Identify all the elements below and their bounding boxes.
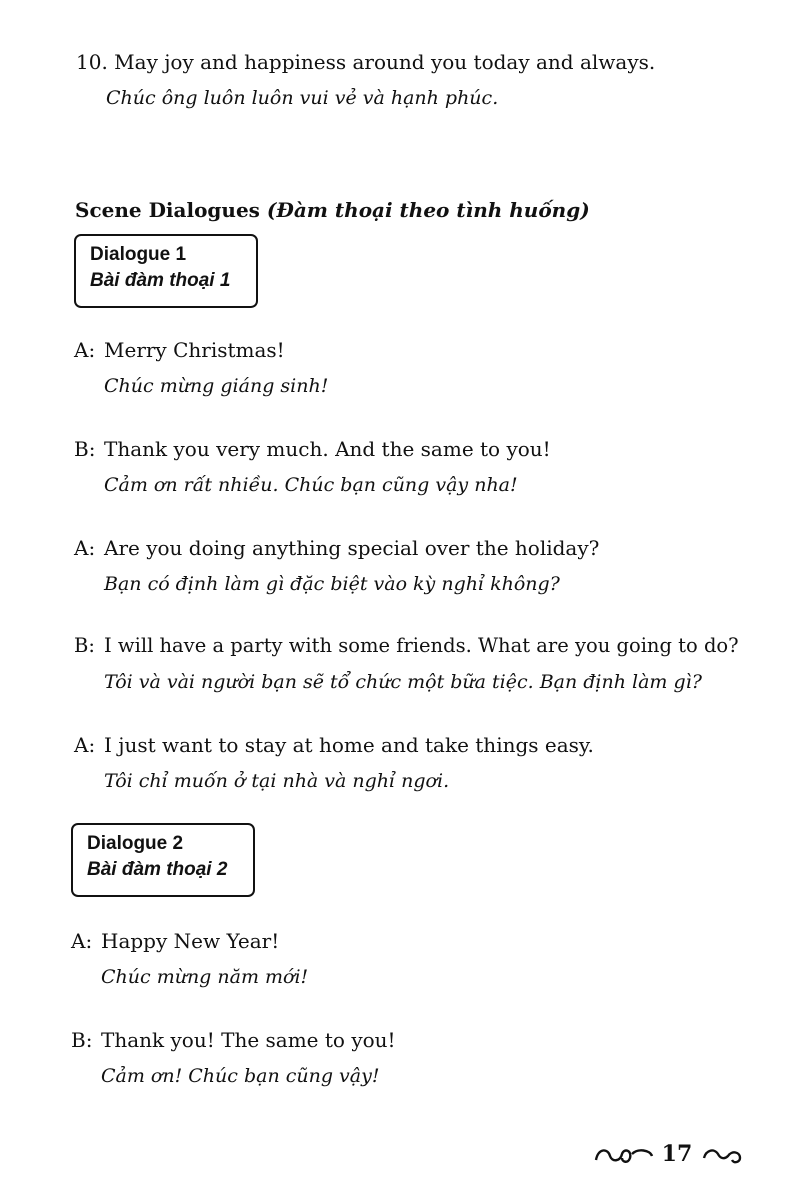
phrase-item-10 [76,49,655,111]
section-subtitle: (Đàm thoại theo tình huống) [266,198,590,222]
speaker: B: [74,634,95,657]
dialogue-line [74,732,594,794]
line-english: I will have a party with some friends. What are you going to do? [104,634,739,657]
dialogue-2-label: Dialogue 2 [87,833,184,854]
item-number: 10. [76,50,108,74]
dialogue-line [74,633,739,695]
ornament-left-icon [592,1144,662,1166]
dialogue-2-label-vi: Bài đàm thoại 2 [87,859,228,880]
line-vietnamese: Chúc mừng giáng sinh! [104,375,329,397]
line-english: Thank you very much. And the same to you! [104,437,551,461]
page-number: 17 [661,1141,693,1167]
dialogue-line [74,337,328,399]
dialogue-line [74,436,551,498]
speaker: A: [74,536,96,560]
line-vietnamese: Tôi và vài người bạn sẽ tổ chức một bữa tiệc. Bạn định làm gì? [104,671,702,693]
line-english: Are you doing anything special over the holiday? [104,536,600,560]
section-title: Scene Dialogues [75,198,260,222]
speaker: A: [74,338,96,362]
phrase-english: May joy and happiness around you today and always. [114,50,656,74]
speaker: B: [71,1028,93,1052]
dialogue-line [74,535,599,597]
ornament-right-icon [700,1144,746,1166]
speaker: A: [71,929,93,953]
dialogue-1-label: Dialogue 1 [90,244,187,265]
section-heading [75,198,590,222]
speaker: B: [74,437,96,461]
dialogue-line [71,1027,396,1089]
line-english: Merry Christmas! [104,338,285,362]
page-number-footer [592,1141,746,1167]
phrase-vietnamese: Chúc ông luôn luôn vui vẻ và hạnh phúc. [106,87,499,109]
dialogue-line [71,928,308,990]
line-english: I just want to stay at home and take things easy. [104,733,594,757]
speaker: A: [74,733,96,757]
line-vietnamese: Cảm ơn rất nhiều. Chúc bạn cũng vậy nha! [104,474,518,496]
line-vietnamese: Chúc mừng năm mới! [101,966,309,988]
line-vietnamese: Cảm ơn! Chúc bạn cũng vậy! [101,1065,380,1087]
dialogue-2-label-box [71,823,255,897]
line-english: Happy New Year! [101,929,280,953]
line-vietnamese: Bạn có định làm gì đặc biệt vào kỳ nghỉ không? [104,573,560,595]
line-english: Thank you! The same to you! [101,1028,396,1052]
dialogue-1-label-vi: Bài đàm thoại 1 [90,270,231,291]
line-vietnamese: Tôi chỉ muốn ở tại nhà và nghỉ ngơi. [104,770,450,792]
dialogue-1-label-box [74,234,258,308]
